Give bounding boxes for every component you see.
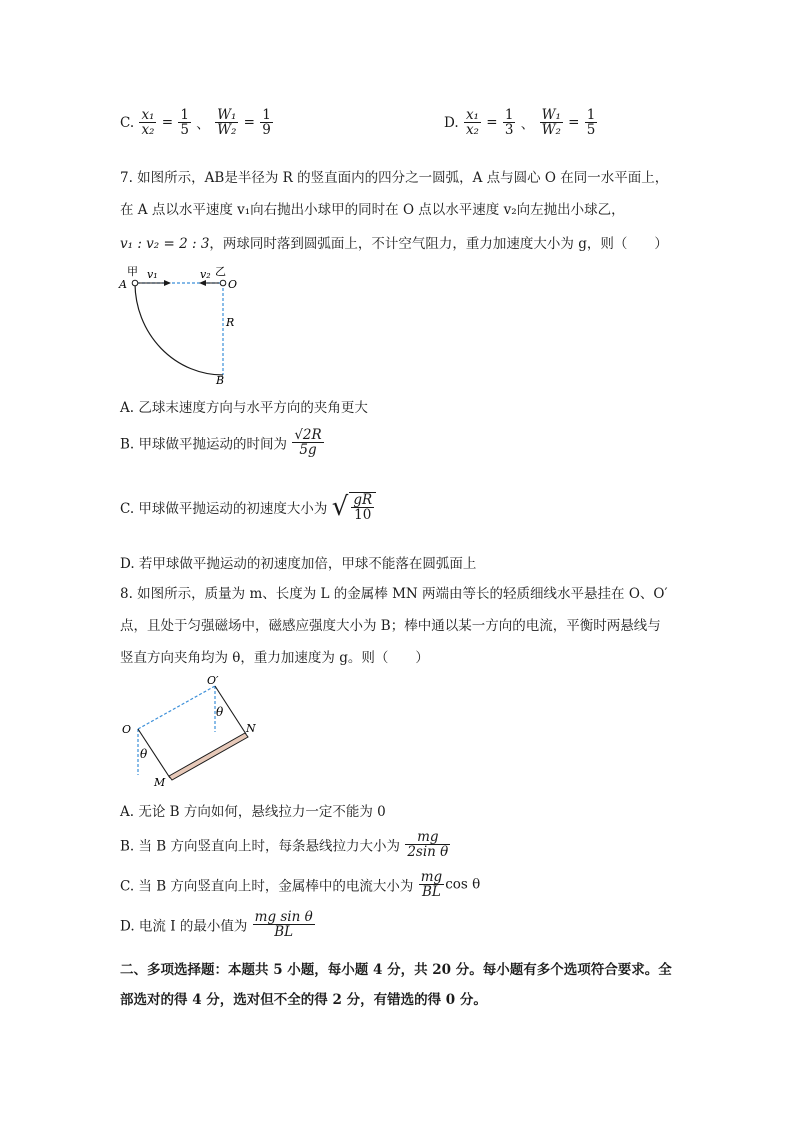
metal-rod [169,733,248,780]
q7-stem-line-1: 7. 如图所示，AB是半径为 R 的竖直面内的四分之一圆弧，A 点与圆心 O 在同一水平面上， [120,170,669,186]
q6-option-c: C. $\frac{\text{x₁}}{\text{x₂}}$ = $\frac{1}{5}$ 、 $\frac{\text{W₁}}{\text{W₂}}$ = $\frac{1}{9}$ [120,107,271,139]
fraction: $\frac{1}{3}$ [504,107,514,139]
fraction: $\frac{\text{x₁}}{\text{x₂}}$ [141,107,155,139]
velocity-ratio: v₁ : v₂ = 2 : 3 [120,236,210,252]
q7-option-b [120,428,325,457]
fraction: $\frac{1}{5}$ [180,107,189,139]
fraction: $\frac{mg}{\text{2sin θ}}$ [407,829,449,861]
ceiling-dashed-line [138,686,215,729]
quarter-arc [135,284,223,375]
q8-stem-line-2: 点，且处于匀强磁场中，磁感应强度大小为 B；棒中通以某一方向的电流，平衡时两悬线与 [120,618,661,634]
option-text: B. 当 B 方向竖直向上时，每条悬线拉力大小为 [120,838,401,855]
fraction: $\frac{gR}{10}$ [349,492,376,522]
fraction: $\frac{mg}{BL}$ [420,869,443,901]
label-v1: v₁ [147,268,158,281]
option-text: C. 当 B 方向竖直向上时，金属棒中的电流大小为 [120,878,414,895]
q8-stem-line-1: 8. 如图所示，质量为 m、长度为 L 的金属棒 MN 两端由等长的轻质细线水平悬挂在 O、O′ [120,586,668,602]
q8-option-a: A. 无论 B 方向如何，悬线拉力一定不能为 0 [120,804,386,820]
ball-yi [220,280,226,286]
q7-option-c [120,492,377,522]
v1-arrowhead [164,280,171,286]
q6-option-d: D. $\frac{\text{x₁}}{\text{x₂}}$ = $\frac{1}{3}$ 、 $\frac{\text{W₁}}{\text{W₂}}$ = $\frac{1}{5}$ [444,107,596,139]
option-text: B. 甲球做平抛运动的时间为 [120,436,288,453]
section-2-heading-line-1: 二、多项选择题：本题共 5 小题，每小题 4 分，共 20 分。每小题有多个选项符合要求。全 [120,962,672,978]
fraction: $\frac{\text{W₁}}{\text{W₂}}$ [217,107,237,139]
option-text: C. 甲球做平抛运动的初速度大小为 [120,501,328,518]
q8-option-b [120,830,451,859]
ball-jia [132,280,138,286]
label-b: B [216,374,225,387]
fraction: $\frac{1}{5}$ [586,107,596,139]
cos-term: cos θ [445,876,481,893]
label-m: M [154,776,166,789]
sqrt-expression: √ $\frac{gR}{10}$ [332,492,377,522]
label-o-prime: O′ [207,674,219,687]
label-a: A [119,278,127,291]
label-theta-left: θ [140,747,148,761]
q7-option-d: D. 若甲球做平抛运动的初速度加倍，甲球不能落在圆弧面上 [120,556,477,572]
option-label: C. [120,114,135,131]
q8-option-d [120,910,316,939]
fraction: $\frac{\text{W₁}}{\text{W₂}}$ [541,107,561,139]
q8-stem-line-3: 竖直方向夹角均为 θ，重力加速度为 g。则（ ） [120,650,429,666]
q7-stem-tail: ，两球同时落到圆弧面上，不计空气阻力，重力加速度大小为 g，则（ ） [209,236,668,252]
q7-figure [115,262,245,392]
label-n: N [246,722,256,735]
option-label: D. [444,114,459,131]
fraction: $\frac{\text{x₁}}{\text{x₂}}$ [465,107,479,139]
label-v2: v₂ [200,268,211,281]
label-o: O [122,723,132,736]
fraction: $\frac{√2R}{5g}$ [294,427,322,459]
q8-option-c [120,870,480,899]
q7-stem-line-3 [120,232,668,252]
label-o: O [228,278,238,291]
label-theta-right: θ [216,705,224,719]
q7-option-a: A. 乙球末速度方向与水平方向的夹角更大 [120,400,368,416]
label-jia: 甲 [127,265,138,278]
option-text: D. 电流 I 的最小值为 [120,918,248,935]
section-2-heading-line-2: 部选对的得 4 分，选对但不全的得 2 分，有错选的得 0 分。 [120,992,487,1008]
label-yi: 乙 [215,265,226,278]
q8-figure [118,672,258,790]
label-r: R [226,316,235,329]
q7-stem-line-2: 在 A 点以水平速度 v₁向右抛出小球甲的同时在 O 点以水平速度 v₂向左抛出小球乙， [120,202,625,218]
fraction: $\frac{1}{9}$ [262,107,271,139]
fraction: $\frac{\text{mg sin θ}}{BL}$ [254,909,313,941]
